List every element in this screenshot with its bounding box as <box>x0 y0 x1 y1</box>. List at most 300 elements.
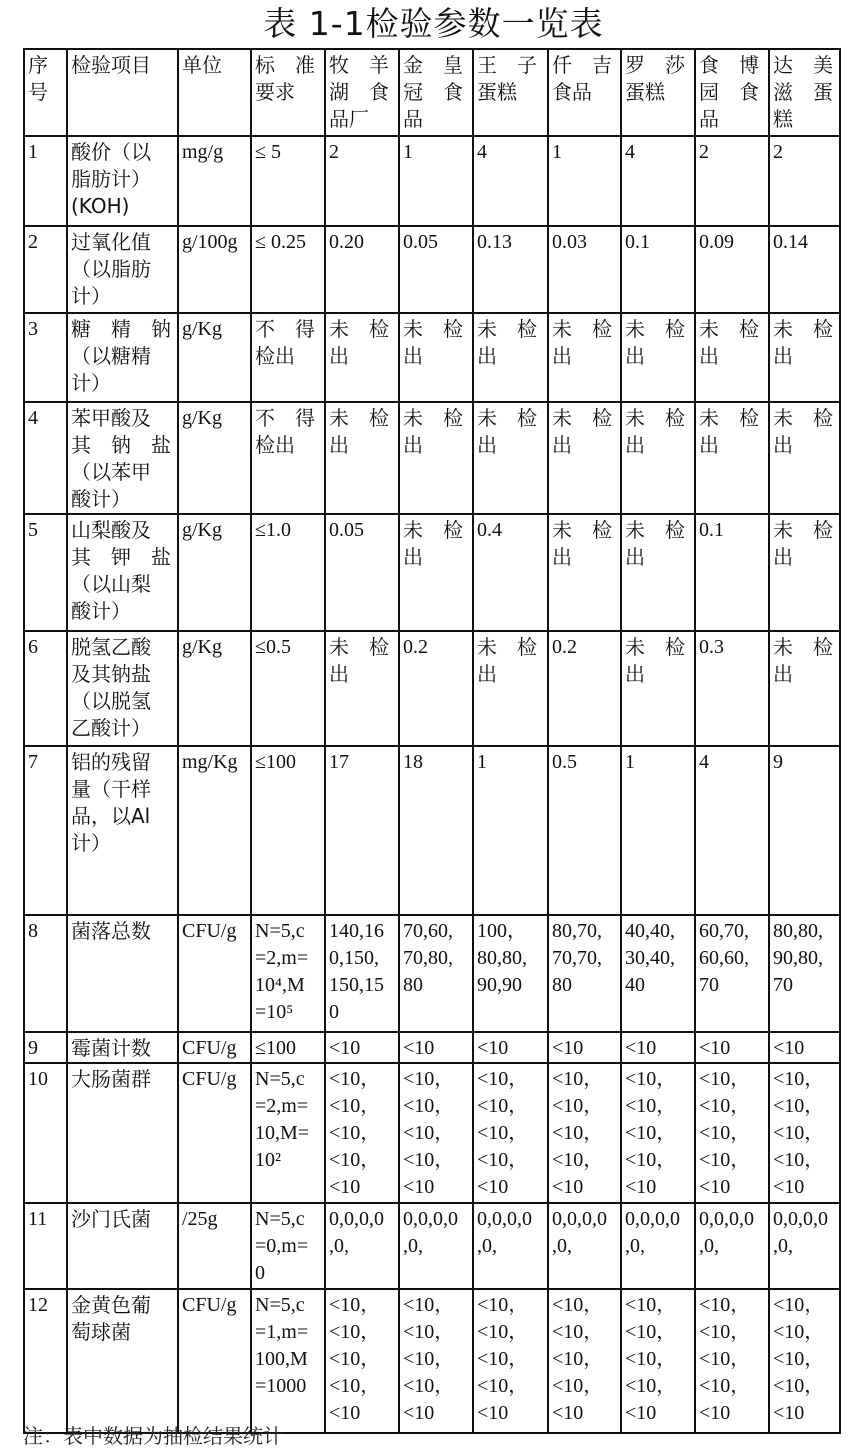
cell-item-text: 山梨酸及 其 钾 盐 （以山梨 酸计） <box>71 518 171 623</box>
cell-standard <box>251 226 325 313</box>
cell-shiboyuan-text: 未 检 出 <box>699 317 759 368</box>
cell-item <box>67 1203 178 1289</box>
cell-wangzi-text: <10， <10， <10， <10， <10 <box>477 1068 529 1198</box>
cell-item <box>67 402 178 514</box>
cell-unit <box>178 1289 251 1433</box>
cell-wangzi <box>473 1032 548 1063</box>
cell-unit <box>178 1032 251 1063</box>
cell-jinhuangguan <box>399 746 473 915</box>
table-row <box>24 313 840 402</box>
cell-wangzi <box>473 631 548 746</box>
cell-wangzi <box>473 514 548 631</box>
cell-luosha-text: 未 检 出 <box>625 317 685 368</box>
cell-dameizi <box>769 136 840 226</box>
cell-muyanghu <box>325 1203 399 1289</box>
table-row <box>24 1289 840 1433</box>
cell-dameizi <box>769 1032 840 1063</box>
cell-wangzi <box>473 313 548 402</box>
header-shiboyuan-text: 食 博 园 食 品 <box>699 53 759 131</box>
cell-shiboyuan-text: <10， <10， <10， <10， <10 <box>699 1068 751 1198</box>
cell-item <box>67 313 178 402</box>
cell-muyanghu <box>325 1063 399 1203</box>
cell-shiboyuan <box>695 1203 769 1289</box>
cell-luosha <box>621 1289 695 1433</box>
header-wangzi <box>473 49 548 136</box>
cell-seq-no-text: 8 <box>28 920 38 942</box>
cell-standard-text: ≤100 <box>255 1037 296 1059</box>
cell-unit-text: CFU/g <box>182 920 237 942</box>
cell-dameizi <box>769 746 840 915</box>
cell-wangzi <box>473 746 548 915</box>
cell-standard-text: 不 得 检出 <box>255 406 315 457</box>
cell-standard-text: ≤ 0.25 <box>255 231 306 253</box>
header-standard <box>251 49 325 136</box>
cell-shiboyuan-text: 0.09 <box>699 231 734 253</box>
cell-muyanghu-text: 0.20 <box>329 231 364 253</box>
cell-muyanghu <box>325 915 399 1032</box>
cell-wangzi-text: 0,0,0,0 ,0, <box>477 1208 532 1257</box>
cell-unit-text: g/Kg <box>182 636 222 658</box>
cell-qianji-text: 未 检 出 <box>552 518 612 569</box>
cell-wangzi-text: 未 检 出 <box>477 317 537 368</box>
cell-seq-no-text: 3 <box>28 318 38 340</box>
table-header-row <box>24 49 840 136</box>
cell-muyanghu <box>325 746 399 915</box>
cell-unit <box>178 313 251 402</box>
cell-muyanghu <box>325 631 399 746</box>
cell-shiboyuan <box>695 136 769 226</box>
cell-seq-no <box>24 1203 67 1289</box>
cell-dameizi-text: 未 检 出 <box>773 635 833 686</box>
cell-qianji-text: <10 <box>552 1037 584 1059</box>
cell-jinhuangguan-text: 0,0,0,0 ,0, <box>403 1208 458 1257</box>
cell-jinhuangguan-text: 1 <box>403 141 413 163</box>
header-seq-no <box>24 49 67 136</box>
cell-standard-text: ≤100 <box>255 751 296 773</box>
cell-jinhuangguan <box>399 915 473 1032</box>
cell-unit <box>178 1203 251 1289</box>
cell-wangzi-text: 100， 80,80, 90,90 <box>477 920 527 996</box>
cell-standard-text: ≤0.5 <box>255 636 291 658</box>
cell-seq-no-text: 12 <box>28 1294 48 1316</box>
cell-muyanghu <box>325 226 399 313</box>
cell-qianji <box>548 226 621 313</box>
table-title: 表 1-1检验参数一览表 <box>263 4 604 43</box>
cell-shiboyuan <box>695 1289 769 1433</box>
cell-dameizi-text: <10 <box>773 1037 805 1059</box>
cell-luosha <box>621 1203 695 1289</box>
cell-seq-no <box>24 313 67 402</box>
cell-unit <box>178 915 251 1032</box>
table-row <box>24 514 840 631</box>
cell-seq-no <box>24 1289 67 1433</box>
table-row <box>24 1203 840 1289</box>
cell-standard <box>251 402 325 514</box>
cell-item <box>67 1032 178 1063</box>
cell-jinhuangguan-text: <10 <box>403 1037 435 1059</box>
header-luosha <box>621 49 695 136</box>
header-shiboyuan <box>695 49 769 136</box>
cell-dameizi-text: 80,80, 90,80, 70 <box>773 920 823 996</box>
cell-unit <box>178 1063 251 1203</box>
cell-item-text: 糖 精 钠 （以糖精 计） <box>71 317 171 395</box>
cell-qianji-text: 80,70, 70,70, 80 <box>552 920 602 996</box>
cell-luosha <box>621 402 695 514</box>
cell-seq-no-text: 11 <box>28 1208 48 1230</box>
table-row <box>24 136 840 226</box>
cell-item <box>67 631 178 746</box>
cell-muyanghu-text: 未 检 出 <box>329 406 389 457</box>
cell-item-text: 酸价（以 脂肪计） (KOH) <box>71 140 151 218</box>
cell-shiboyuan-text: 2 <box>699 141 709 163</box>
cell-seq-no-text: 6 <box>28 636 38 658</box>
cell-dameizi <box>769 1203 840 1289</box>
cell-luosha <box>621 136 695 226</box>
cell-unit-text: /25g <box>182 1208 218 1230</box>
cell-jinhuangguan-text: 未 检 出 <box>403 518 463 569</box>
cell-muyanghu-text: 0.05 <box>329 519 364 541</box>
cell-qianji-text: <10， <10， <10， <10， <10 <box>552 1068 604 1198</box>
cell-standard <box>251 1032 325 1063</box>
cell-qianji-text: 1 <box>552 141 562 163</box>
cell-luosha <box>621 226 695 313</box>
cell-luosha <box>621 313 695 402</box>
cell-muyanghu <box>325 402 399 514</box>
cell-jinhuangguan-text: <10， <10， <10， <10， <10 <box>403 1294 455 1424</box>
table-row <box>24 1063 840 1203</box>
cell-qianji <box>548 402 621 514</box>
header-qianji-text: 仟 吉 食品 <box>552 53 612 104</box>
cell-qianji <box>548 1032 621 1063</box>
cell-qianji-text: 未 检 出 <box>552 317 612 368</box>
header-standard-text: 标 准 要求 <box>255 53 315 104</box>
cell-shiboyuan <box>695 631 769 746</box>
cell-luosha-text: 未 检 出 <box>625 406 685 457</box>
cell-unit <box>178 746 251 915</box>
cell-seq-no <box>24 631 67 746</box>
cell-dameizi <box>769 1063 840 1203</box>
cell-standard-text: ≤1.0 <box>255 519 291 541</box>
cell-shiboyuan-text: 0,0,0,0 ,0, <box>699 1208 754 1257</box>
cell-jinhuangguan <box>399 1032 473 1063</box>
cell-luosha-text: 4 <box>625 141 635 163</box>
cell-wangzi <box>473 1203 548 1289</box>
cell-dameizi-text: <10， <10， <10， <10， <10 <box>773 1068 825 1198</box>
cell-item <box>67 514 178 631</box>
header-jinhuangguan <box>399 49 473 136</box>
cell-muyanghu <box>325 1032 399 1063</box>
cell-unit <box>178 136 251 226</box>
cell-qianji-text: 未 检 出 <box>552 406 612 457</box>
cell-jinhuangguan <box>399 136 473 226</box>
cell-dameizi <box>769 915 840 1032</box>
cell-shiboyuan <box>695 1063 769 1203</box>
cell-muyanghu <box>325 136 399 226</box>
cell-unit-text: g/Kg <box>182 519 222 541</box>
cell-shiboyuan <box>695 313 769 402</box>
cell-muyanghu-text: 未 检 出 <box>329 635 389 686</box>
cell-dameizi-text: 9 <box>773 751 783 773</box>
cell-standard <box>251 313 325 402</box>
cell-seq-no-text: 9 <box>28 1037 38 1059</box>
cell-shiboyuan-text: 0.1 <box>699 519 724 541</box>
cell-muyanghu-text: <10， <10， <10， <10， <10 <box>329 1294 381 1424</box>
cell-standard <box>251 1203 325 1289</box>
cell-muyanghu-text: 2 <box>329 141 339 163</box>
cell-standard-text: N=5,c =2,m= 10,M= 10² <box>255 1068 310 1171</box>
cell-luosha-text: 40,40, 30,40, 40 <box>625 920 675 996</box>
cell-jinhuangguan-text: 18 <box>403 751 423 773</box>
cell-shiboyuan <box>695 915 769 1032</box>
cell-qianji-text: 0,0,0,0 ,0, <box>552 1208 607 1257</box>
cell-seq-no <box>24 402 67 514</box>
cell-shiboyuan <box>695 746 769 915</box>
cell-wangzi-text: 0.13 <box>477 231 512 253</box>
cell-unit-text: CFU/g <box>182 1068 237 1090</box>
cell-unit <box>178 402 251 514</box>
cell-jinhuangguan-text: 未 检 出 <box>403 317 463 368</box>
cell-shiboyuan-text: <10 <box>699 1037 731 1059</box>
cell-wangzi <box>473 136 548 226</box>
cell-luosha-text: 未 检 出 <box>625 635 685 686</box>
cell-luosha-text: <10， <10， <10， <10， <10 <box>625 1068 677 1198</box>
table-row <box>24 631 840 746</box>
cell-muyanghu <box>325 514 399 631</box>
cell-jinhuangguan <box>399 1203 473 1289</box>
cell-jinhuangguan <box>399 1289 473 1433</box>
cell-unit-text: CFU/g <box>182 1037 237 1059</box>
cell-standard-text: N=5,c =1,m= 100,M =1000 <box>255 1294 309 1397</box>
cell-seq-no-text: 10 <box>28 1068 48 1090</box>
cell-qianji-text: 0.03 <box>552 231 587 253</box>
cell-item-text: 脱氢乙酸 及其钠盐 （以脱氢 乙酸计） <box>71 635 151 740</box>
cell-standard <box>251 136 325 226</box>
cell-qianji <box>548 1063 621 1203</box>
cell-jinhuangguan-text: 未 检 出 <box>403 406 463 457</box>
cell-seq-no-text: 1 <box>28 141 38 163</box>
cell-unit-text: mg/g <box>182 141 224 163</box>
cell-standard-text: N=5,c =2,m= 10⁴,M =10⁵ <box>255 920 309 1023</box>
cell-shiboyuan-text: 4 <box>699 751 709 773</box>
cell-standard <box>251 915 325 1032</box>
cell-qianji <box>548 1289 621 1433</box>
cell-shiboyuan-text: 0.3 <box>699 636 724 658</box>
header-wangzi-text: 王 子 蛋糕 <box>477 53 537 104</box>
cell-muyanghu-text: 0,0,0,0 ,0, <box>329 1208 384 1257</box>
cell-qianji <box>548 915 621 1032</box>
cell-luosha <box>621 514 695 631</box>
cell-shiboyuan-text: 60,70, 60,60, 70 <box>699 920 749 996</box>
footer-note <box>23 1424 443 1448</box>
cell-dameizi-text: 未 检 出 <box>773 406 833 457</box>
table-row <box>24 915 840 1032</box>
cell-shiboyuan <box>695 1032 769 1063</box>
cell-seq-no-text: 4 <box>28 407 38 429</box>
cell-dameizi <box>769 1289 840 1433</box>
cell-standard <box>251 746 325 915</box>
cell-jinhuangguan <box>399 402 473 514</box>
cell-standard <box>251 1063 325 1203</box>
cell-wangzi <box>473 402 548 514</box>
cell-wangzi <box>473 1289 548 1433</box>
cell-qianji <box>548 313 621 402</box>
cell-item <box>67 915 178 1032</box>
table-row <box>24 226 840 313</box>
cell-muyanghu-text: 140,16 0,150, 150,15 0 <box>329 920 384 1023</box>
cell-muyanghu-text: <10， <10， <10， <10， <10 <box>329 1068 381 1198</box>
header-item-text: 检验项目 <box>71 53 151 77</box>
cell-item-text: 霉菌计数 <box>71 1036 151 1060</box>
cell-wangzi-text: 1 <box>477 751 487 773</box>
cell-dameizi-text: 0.14 <box>773 231 808 253</box>
cell-standard <box>251 514 325 631</box>
cell-standard-text: N=5,c =0,m= 0 <box>255 1208 309 1284</box>
cell-seq-no <box>24 746 67 915</box>
cell-luosha-text: 0,0,0,0 ,0, <box>625 1208 680 1257</box>
cell-item-text: 金黄色葡 萄球菌 <box>71 1293 151 1344</box>
cell-standard-text: 不 得 检出 <box>255 317 315 368</box>
cell-qianji <box>548 136 621 226</box>
cell-qianji <box>548 514 621 631</box>
cell-unit-text: CFU/g <box>182 1294 237 1316</box>
cell-jinhuangguan-text: <10， <10， <10， <10， <10 <box>403 1068 455 1198</box>
cell-dameizi <box>769 313 840 402</box>
cell-unit-text: g/Kg <box>182 407 222 429</box>
cell-jinhuangguan-text: 70,60, 70,80, 80 <box>403 920 453 996</box>
cell-muyanghu-text: 未 检 出 <box>329 317 389 368</box>
header-muyanghu <box>325 49 399 136</box>
inspection-parameters-table <box>23 48 841 1434</box>
cell-wangzi-text: 未 检 出 <box>477 406 537 457</box>
cell-unit <box>178 226 251 313</box>
cell-standard <box>251 631 325 746</box>
cell-muyanghu-text: <10 <box>329 1037 361 1059</box>
cell-seq-no <box>24 514 67 631</box>
cell-seq-no <box>24 136 67 226</box>
cell-unit-text: g/Kg <box>182 318 222 340</box>
header-dameizi-text: 达 美 滋 蛋 糕 <box>773 53 833 131</box>
cell-luosha-text: <10， <10， <10， <10， <10 <box>625 1294 677 1424</box>
cell-luosha <box>621 915 695 1032</box>
cell-luosha-text: 1 <box>625 751 635 773</box>
cell-luosha-text: <10 <box>625 1037 657 1059</box>
cell-muyanghu-text: 17 <box>329 751 349 773</box>
cell-qianji <box>548 1203 621 1289</box>
cell-unit-text: g/100g <box>182 231 238 253</box>
footer-note-text: 注：表中数据为抽检结果统计 <box>23 1424 283 1448</box>
cell-dameizi <box>769 226 840 313</box>
cell-dameizi-text: 0,0,0,0 ,0, <box>773 1208 828 1257</box>
cell-jinhuangguan-text: 0.05 <box>403 231 438 253</box>
cell-muyanghu <box>325 1289 399 1433</box>
cell-luosha <box>621 1063 695 1203</box>
header-jinhuangguan-text: 金 皇 冠 食 品 <box>403 53 463 131</box>
cell-seq-no <box>24 1032 67 1063</box>
cell-item <box>67 746 178 915</box>
cell-item-text: 苯甲酸及 其 钠 盐 （以苯甲 酸计） <box>71 406 171 511</box>
cell-unit <box>178 514 251 631</box>
header-dameizi <box>769 49 840 136</box>
cell-dameizi <box>769 514 840 631</box>
table-row <box>24 402 840 514</box>
cell-item-text: 铝的残留 量（干样 品，以Al 计） <box>71 750 151 855</box>
cell-luosha-text: 未 检 出 <box>625 518 685 569</box>
cell-seq-no <box>24 915 67 1032</box>
header-unit <box>178 49 251 136</box>
cell-muyanghu <box>325 313 399 402</box>
cell-seq-no-text: 7 <box>28 751 38 773</box>
cell-item <box>67 136 178 226</box>
cell-shiboyuan-text: 未 检 出 <box>699 406 759 457</box>
cell-wangzi-text: <10， <10， <10， <10， <10 <box>477 1294 529 1424</box>
cell-luosha <box>621 1032 695 1063</box>
cell-dameizi-text: 未 检 出 <box>773 518 833 569</box>
cell-item-text: 菌落总数 <box>71 919 151 943</box>
header-unit-text: 单位 <box>182 53 222 77</box>
cell-dameizi-text: <10， <10， <10， <10， <10 <box>773 1294 825 1424</box>
cell-jinhuangguan <box>399 313 473 402</box>
cell-wangzi-text: 4 <box>477 141 487 163</box>
table-row <box>24 1032 840 1063</box>
cell-item-text: 沙门氏菌 <box>71 1207 151 1231</box>
cell-item <box>67 226 178 313</box>
cell-shiboyuan <box>695 402 769 514</box>
cell-wangzi-text: <10 <box>477 1037 509 1059</box>
cell-item <box>67 1063 178 1203</box>
cell-jinhuangguan <box>399 226 473 313</box>
cell-standard <box>251 1289 325 1433</box>
cell-seq-no-text: 5 <box>28 519 38 541</box>
table-row <box>24 746 840 915</box>
cell-wangzi-text: 未 检 出 <box>477 635 537 686</box>
cell-jinhuangguan <box>399 631 473 746</box>
cell-seq-no <box>24 1063 67 1203</box>
cell-wangzi <box>473 1063 548 1203</box>
header-qianji <box>548 49 621 136</box>
cell-shiboyuan <box>695 226 769 313</box>
cell-dameizi <box>769 402 840 514</box>
cell-luosha <box>621 631 695 746</box>
cell-qianji-text: <10， <10， <10， <10， <10 <box>552 1294 604 1424</box>
cell-item <box>67 1289 178 1433</box>
cell-dameizi <box>769 631 840 746</box>
cell-unit <box>178 631 251 746</box>
cell-shiboyuan <box>695 514 769 631</box>
cell-unit-text: mg/Kg <box>182 751 238 773</box>
cell-seq-no <box>24 226 67 313</box>
cell-wangzi-text: 0.4 <box>477 519 502 541</box>
cell-qianji <box>548 746 621 915</box>
table-body <box>24 49 840 1433</box>
cell-item-text: 过氧化值 （以脂肪 计） <box>71 230 151 308</box>
cell-jinhuangguan <box>399 1063 473 1203</box>
cell-standard-text: ≤ 5 <box>255 141 281 163</box>
cell-qianji-text: 0.5 <box>552 751 577 773</box>
cell-seq-no-text: 2 <box>28 231 38 253</box>
cell-qianji <box>548 631 621 746</box>
cell-jinhuangguan-text: 0.2 <box>403 636 428 658</box>
header-item <box>67 49 178 136</box>
cell-dameizi-text: 未 检 出 <box>773 317 833 368</box>
header-luosha-text: 罗 莎 蛋糕 <box>625 53 685 104</box>
cell-shiboyuan-text: <10， <10， <10， <10， <10 <box>699 1294 751 1424</box>
header-muyanghu-text: 牧 羊 湖 食 品厂 <box>329 53 389 131</box>
cell-wangzi <box>473 226 548 313</box>
cell-wangzi <box>473 915 548 1032</box>
cell-qianji-text: 0.2 <box>552 636 577 658</box>
header-seq-no-text: 序 号 <box>28 53 48 104</box>
cell-dameizi-text: 2 <box>773 141 783 163</box>
